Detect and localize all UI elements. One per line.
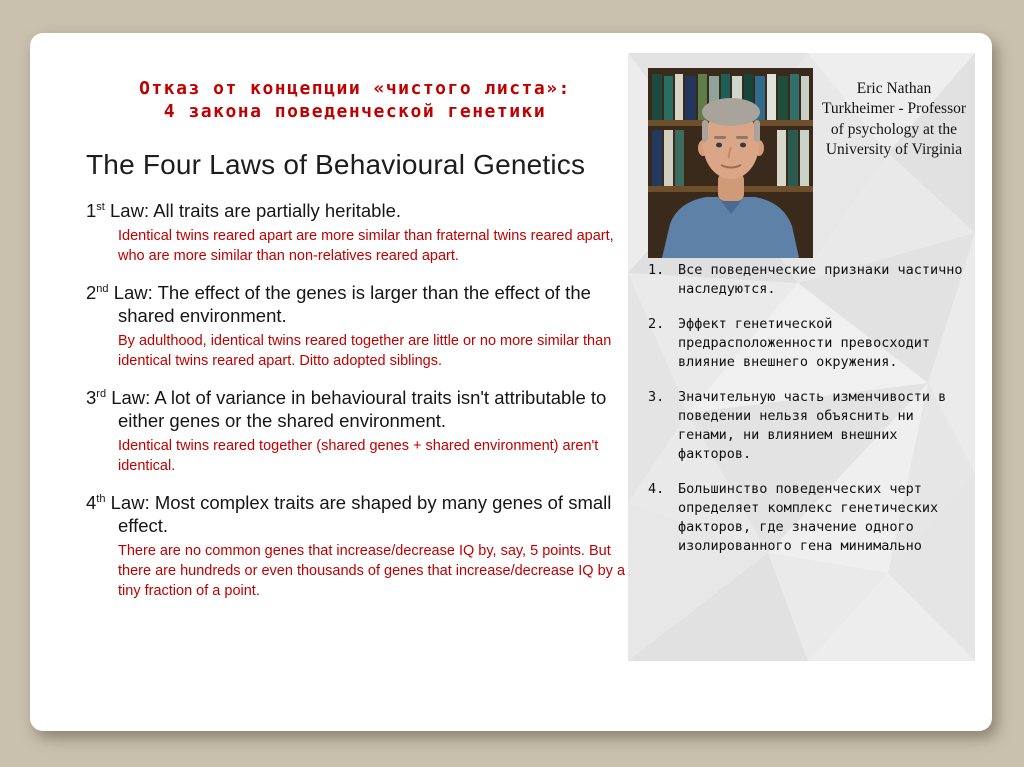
right-panel (628, 53, 975, 661)
list-item-text: Все поведенческие признаки частично наследуются. (678, 262, 963, 297)
law-ordinal-suffix: nd (96, 282, 109, 295)
russian-title (70, 77, 640, 123)
law-title (86, 491, 634, 537)
list-item (648, 388, 964, 464)
law-detail: Identical twins reared apart are more similar than fraternal twins reared apart, who are more similar than non-relatives reared apart. (118, 228, 614, 264)
law-number: 1 (86, 200, 97, 221)
list-item-text: Большинство поведенческих черт определяет комплекс генетических факторов, где значение одного изолированного гена минимально (678, 481, 939, 554)
law-item (86, 386, 634, 476)
slide-card (30, 33, 992, 731)
law-item (86, 491, 634, 601)
list-item-number: 3. (648, 389, 665, 405)
law-title (86, 199, 634, 222)
list-item-text: Значительную часть изменчивости в поведении нельзя объяснить ни генами, ни влиянием внешних факторов. (678, 389, 947, 462)
law-title (86, 386, 634, 432)
professor-caption: Eric Nathan Turkheimer - Professor of psychology at the University of Virginia (821, 80, 967, 159)
list-item (648, 480, 964, 556)
laws-section (86, 199, 634, 616)
law-text: Law: All traits are partially heritable. (110, 200, 401, 221)
law-text: Law: Most complex traits are shaped by many genes of small effect. (110, 492, 612, 536)
law-number: 2 (86, 282, 97, 303)
law-number: 4 (86, 492, 97, 513)
law-item (86, 281, 634, 371)
russian-title-line1: Отказ от концепции «чистого листа»: (139, 78, 571, 99)
list-item-text: Эффект генетической предрасположенности превосходит влияние внешнего окружения. (678, 316, 930, 370)
law-detail: There are no common genes that increase/decrease IQ by, say, 5 points. But there are hundreds or even thousands of genes that increase/decrease IQ by a tiny fraction of a point. (118, 543, 626, 599)
law-item (86, 199, 634, 266)
law-ordinal-suffix: rd (96, 387, 107, 400)
law-title (86, 281, 634, 327)
list-item (648, 315, 964, 372)
law-text: Law: The effect of the genes is larger than the effect of the shared environment. (113, 282, 591, 326)
law-number: 3 (86, 387, 97, 408)
professor-photo (648, 68, 813, 258)
list-item-number: 4. (648, 481, 665, 497)
russian-summary-list (648, 261, 964, 572)
law-text: Law: A lot of variance in behavioural traits isn't attributable to either genes or the shared environment. (111, 387, 607, 431)
russian-title-line2: 4 закона поведенческой генетики (163, 101, 547, 122)
list-item-number: 2. (648, 316, 665, 332)
english-heading: The Four Laws of Behavioural Genetics (86, 149, 586, 180)
law-ordinal-suffix: th (96, 492, 106, 505)
list-item-number: 1. (648, 262, 665, 278)
law-detail: By adulthood, identical twins reared together are little or no more similar than identical twins reared apart. Ditto adopted siblings. (118, 333, 612, 369)
law-detail: Identical twins reared together (shared genes + shared environment) aren't identical. (118, 438, 599, 474)
law-ordinal-suffix: st (96, 200, 105, 213)
list-item (648, 261, 964, 299)
